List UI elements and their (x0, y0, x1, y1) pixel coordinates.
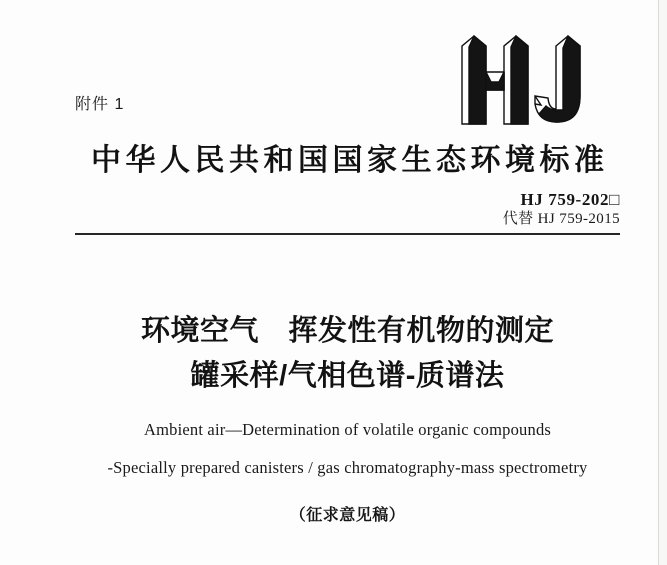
scan-edge-artifact (658, 0, 667, 565)
standard-number: HJ 759-202□ (520, 190, 620, 209)
header-rule (75, 233, 620, 235)
attachment-label: 附件 1 (75, 96, 125, 113)
title-en-line2: -Specially prepared canisters / gas chromatography-mass spectrometry (107, 458, 588, 477)
title-cn-line2: 罐采样/气相色谱-质谱法 (190, 360, 505, 392)
standard-codes (75, 191, 620, 227)
authority-title: 中华人民共和国国家生态环境标准 (91, 144, 609, 177)
title-en-line1: Ambient air—Determination of volatile organic compounds (143, 420, 552, 439)
draft-status-label: （征求意见稿） (289, 507, 406, 524)
hj-logo-icon (459, 34, 597, 126)
title-cn-line1: 环境空气 挥发性有机物的测定 (140, 315, 554, 347)
replaces-standard-number: 代替 HJ 759-2015 (502, 211, 620, 227)
